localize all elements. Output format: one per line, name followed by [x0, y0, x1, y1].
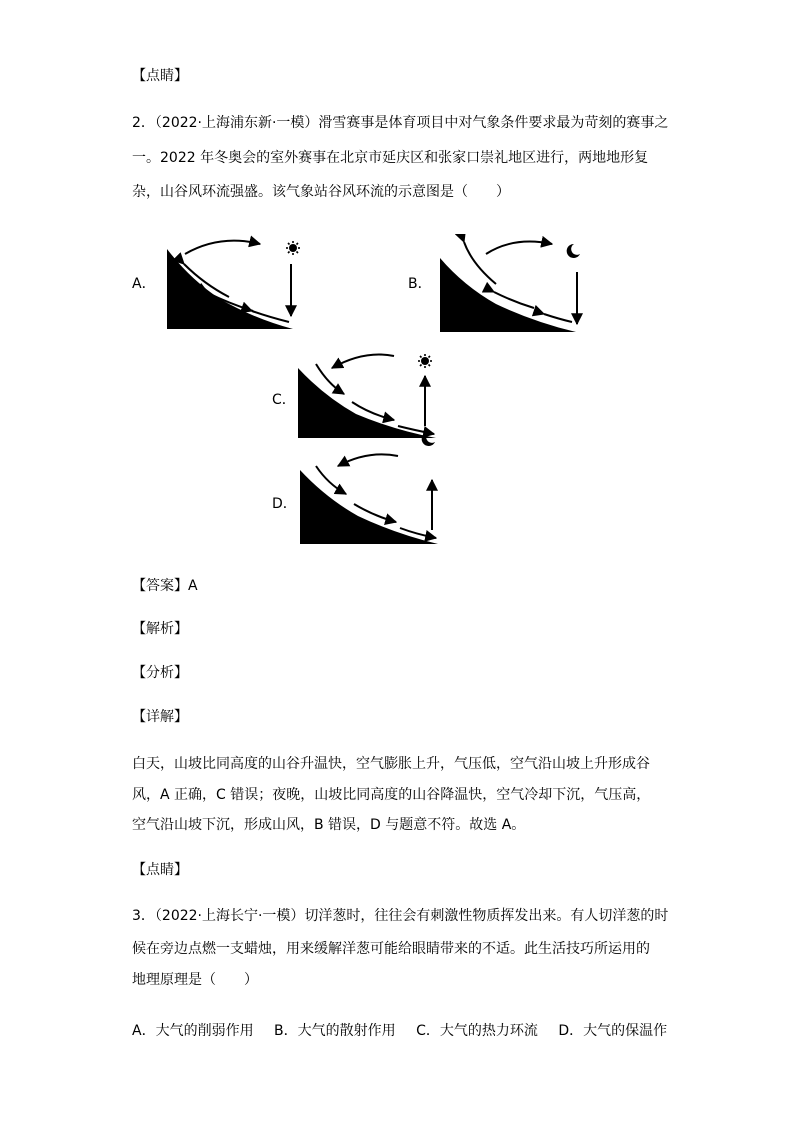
q3-option-b[interactable]: B．大气的散射作用 — [274, 1023, 396, 1039]
upslope-wind-arrow-3 — [544, 314, 572, 322]
upper-return-arrow — [332, 355, 394, 369]
option-d-diagram[interactable] — [296, 426, 442, 548]
sun-icon — [418, 354, 432, 368]
q3-option-d[interactable]: D．大气的保温作 — [558, 1023, 668, 1039]
jiexi-heading: 【解析】 — [132, 621, 188, 637]
option-c-label[interactable]: C． — [272, 392, 296, 408]
option-a-label[interactable]: A． — [132, 276, 156, 292]
option-a-diagram[interactable] — [160, 234, 300, 334]
answer-line: 【答案】A — [132, 578, 198, 594]
q3-stem-line-3: 地理原理是（ ） — [132, 972, 258, 988]
q3-stem-line-1: 3．（2022·上海长宁·一模）切洋葱时，往往会有刺激性物质挥发出来。有人切洋葱的时 — [132, 908, 669, 924]
q3-option-c[interactable]: C．大气的热力环流 — [416, 1023, 538, 1039]
upslope-wind-arrow-1 — [464, 242, 496, 284]
explanation-line-3: 空气沿山坡下沉，形成山风，B 错误，D 与题意不符。故选 A。 — [132, 817, 526, 833]
fenxi-heading: 【分析】 — [132, 665, 188, 681]
option-d-label[interactable]: D． — [272, 496, 297, 512]
slope-shape — [440, 258, 576, 332]
q3-options-row — [132, 1021, 667, 1041]
option-b-label[interactable]: B． — [408, 276, 432, 292]
moon-icon — [422, 432, 435, 446]
upper-return-arrow — [486, 242, 552, 254]
upper-return-arrow — [185, 241, 260, 254]
explanation-line-1: 白天，山坡比同高度的山谷升温快，空气膨胀上升，气压低，空气沿山坡上升形成谷 — [132, 756, 650, 772]
dianjing-heading-1: 【点睛】 — [132, 68, 188, 84]
q2-stem-line-2: 一。2022 年冬奥会的室外赛事在北京市延庆区和张家口崇礼地区进行，两地地形复 — [132, 150, 649, 166]
sun-icon — [286, 241, 300, 255]
option-b-diagram[interactable] — [434, 234, 584, 336]
q3-stem-line-2: 候在旁边点燃一支蜡烛，用来缓解洋葱可能给眼睛带来的不适。此生活技巧所运用的 — [132, 941, 650, 957]
q3-option-a[interactable]: A．大气的削弱作用 — [132, 1023, 254, 1039]
upslope-wind-arrow-2 — [494, 292, 534, 308]
explanation-line-2: 风，A 正确，C 错误；夜晚，山坡比同高度的山谷降温快，空气冷却下沉，气压高， — [132, 787, 651, 803]
upper-return-arrow — [338, 454, 398, 466]
xiangjie-heading: 【详解】 — [132, 709, 188, 725]
moon-icon — [567, 244, 580, 258]
q2-stem-line-3: 杂，山谷风环流强盛。该气象站谷风环流的示意图是（ ） — [132, 184, 510, 200]
dianjing-heading-2: 【点睛】 — [132, 862, 188, 878]
q2-stem-line-1: 2．（2022·上海浦东新·一模）滑雪赛事是体育项目中对气象条件要求最为苛刻的赛事之 — [132, 115, 669, 131]
